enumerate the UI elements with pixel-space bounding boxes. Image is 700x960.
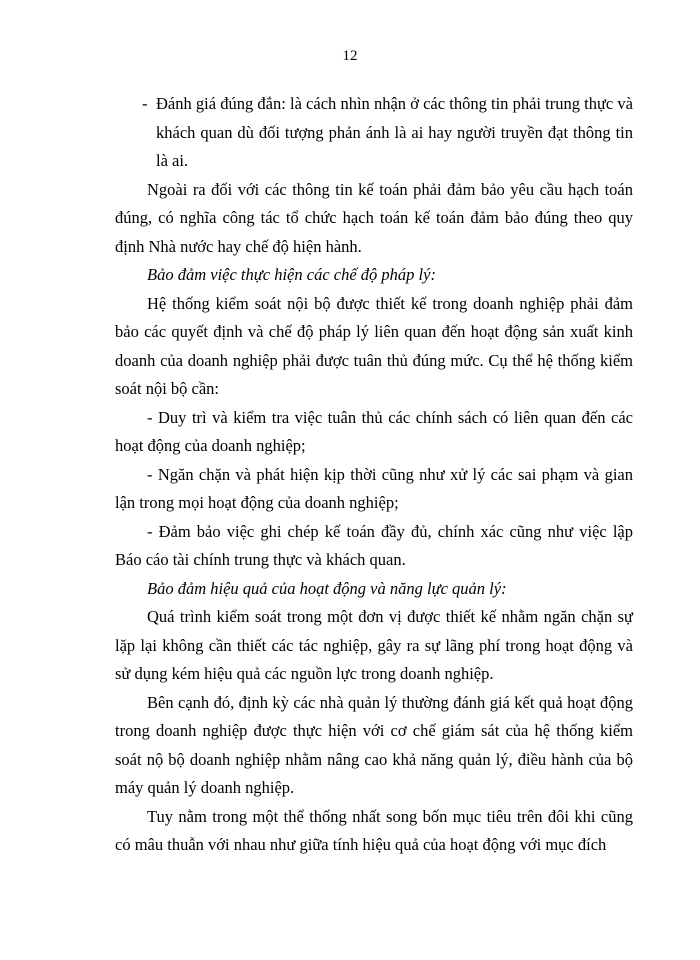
paragraph-control-process: Quá trình kiểm soát trong một đơn vị được thiết kế nhằm ngăn chặn sự lặp lại không cần thiết các tác nghiệp, gây ra sự lãng phí trong hoạt động và sử dụng kém hiệu quả các nguồn lực trong doanh nghiệp. bbox=[115, 607, 633, 683]
section-heading-efficiency: Bảo đảm hiệu quả của hoạt động và năng lực quản lý: bbox=[147, 578, 507, 598]
bullet-mark: - bbox=[142, 94, 148, 113]
page-number: 12 bbox=[342, 48, 358, 64]
paragraph-accounting-requirements: Ngoài ra đối với các thông tin kế toán phải đảm bảo yêu cầu hạch toán đúng, có nghĩa công tác tổ chức hạch toán kế toán đảm bảo đúng theo quy định Nhà nước hay chế độ hiện hành. bbox=[115, 179, 633, 256]
bullet-text: Đánh giá đúng đắn: là cách nhìn nhận ở các thông tin phải trung thực và khách quan dù đối tượng phản ánh là ai hay người truyền đạt thông tin là ai. bbox=[156, 94, 633, 170]
paragraph-internal-control-design: Hệ thống kiểm soát nội bộ được thiết kế trong doanh nghiệp phải đảm bảo các quyết định và chế độ pháp lý liên quan đến hoạt động sản xuất kinh doanh của doanh nghiệp phải được tuân thủ đúng mức. Cụ thể hệ thống kiểm soát nội bộ cần: bbox=[115, 293, 633, 398]
paragraph-periodic-evaluation: Bên cạnh đó, định kỳ các nhà quản lý thường đánh giá kết quả hoạt động trong doanh nghiệp được thực hiện với cơ chế giám sát của hệ thống kiểm soát nộ bộ doanh nghiệp nhằm nâng cao khả năng quản lý, điều hành của bộ máy quản lý doanh nghiệp. bbox=[115, 692, 633, 797]
list-item-maintain-compliance: - Duy trì và kiểm tra việc tuân thủ các chính sách có liên quan đến các hoạt động của doanh nghiệp; bbox=[115, 407, 633, 455]
paragraph-objectives-conflict: Tuy nằm trong một thể thống nhất song bốn mục tiêu trên đôi khi cũng có mâu thuẫn với nhau như giữa tính hiệu quả của hoạt động với mục đích bbox=[115, 806, 633, 854]
document-body bbox=[115, 90, 633, 860]
section-heading-legal-compliance: Bảo đảm việc thực hiện các chế độ pháp lý: bbox=[147, 265, 436, 284]
list-item-prevent-fraud: - Ngăn chặn và phát hiện kịp thời cũng như xử lý các sai phạm và gian lận trong mọi hoạt động của doanh nghiệp; bbox=[115, 464, 633, 512]
list-item-accurate-records: - Đảm bảo việc ghi chép kế toán đầy đủ, chính xác cũng như việc lập Báo cáo tài chính trung thực và khách quan. bbox=[115, 521, 633, 569]
bullet-item-assessment bbox=[115, 90, 633, 176]
